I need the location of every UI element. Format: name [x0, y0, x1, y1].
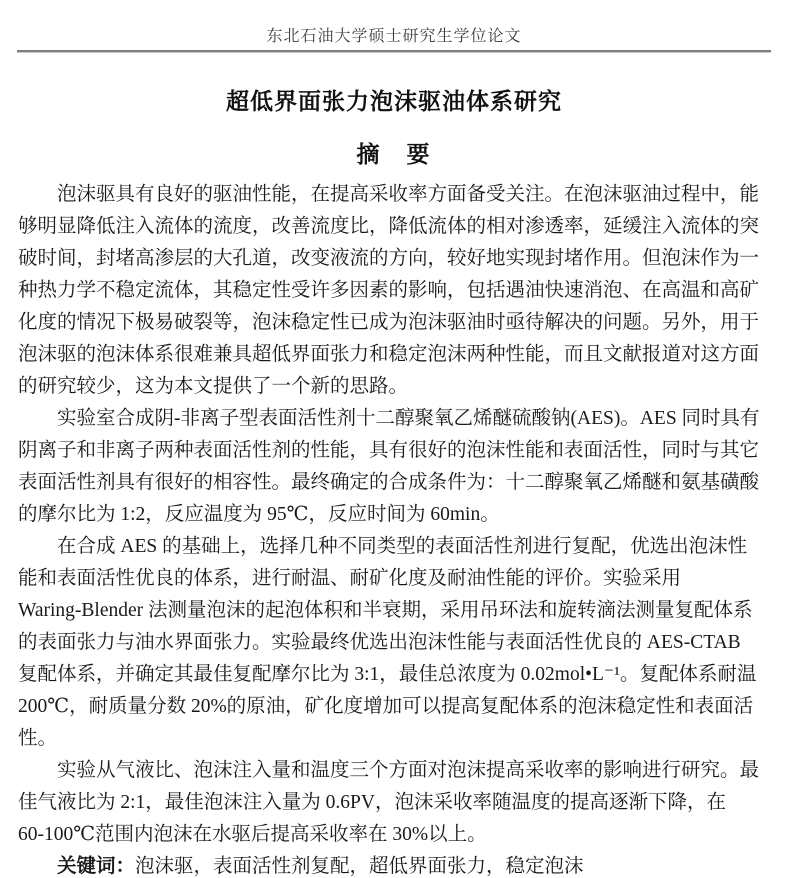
abstract-body [18, 179, 781, 878]
keywords-text: 泡沫驱，表面活性剂复配，超低界面张力，稳定泡沫 [135, 856, 584, 877]
text-line: 实验室合成阴-非离子型表面活性剂十二醇聚氧乙烯醚硫酸钠(AES)。AES 同时具有 [57, 408, 760, 429]
text-line: 的表面张力与油水界面张力。实验最终优选出泡沫性能与表面活性优良的 AES-CTAB [18, 632, 741, 653]
text-line: 60-100℃范围内泡沫在水驱后提高采收率在 30%以上。 [18, 824, 487, 845]
text-line: Waring-Blender 法测量泡沫的起泡体积和半衰期，采用吊环法和旋转滴法测量复配体系 [18, 600, 753, 621]
text-line: 阴离子和非离子两种表面活性剂的性能，具有很好的泡沫性能和表面活性，同时与其它 [18, 440, 760, 461]
abstract-paragraphs [18, 179, 781, 851]
text-line: 复配体系，并确定其最佳复配摩尔比为 3:1，最佳总浓度为 0.02mol•L⁻¹。复配体系耐温 [18, 664, 757, 685]
text-line: 200℃，耐质量分数 20%的原油，矿化度增加可以提高复配体系的泡沫稳定性和表面活 [18, 696, 754, 717]
text-line: 种热力学不稳定流体，其稳定性受许多因素的影响，包括遇油快速消泡、在高温和高矿 [18, 280, 760, 301]
paragraph [18, 755, 781, 851]
running-header: 东北石油大学硕士研究生学位论文 [266, 28, 522, 45]
text-line: 佳气液比为 2:1，最佳泡沫注入量为 0.6PV，泡沫采收率随温度的提高逐渐下降，在 [18, 792, 726, 813]
text-line: 够明显降低注入流体的流度，改善流度比，降低流体的相对渗透率，延缓注入流体的突 [18, 216, 760, 237]
text-line: 表面活性剂具有很好的相容性。最终确定的合成条件为：十二醇聚氧乙烯醚和氨基磺酸 [18, 472, 760, 493]
text-line: 破时间，封堵高渗层的大孔道，改变液流的方向，较好地实现封堵作用。但泡沫作为一 [18, 248, 760, 269]
text-line: 实验从气液比、泡沫注入量和温度三个方面对泡沫提高采收率的影响进行研究。最 [57, 760, 760, 781]
text-line: 化度的情况下极易破裂等，泡沫稳定性已成为泡沫驱油时亟待解决的问题。另外，用于 [18, 312, 760, 333]
keywords-label: 关键词： [57, 856, 136, 877]
text-line: 性。 [18, 728, 58, 749]
paragraph [18, 179, 781, 403]
text-line: 能和表面活性优良的体系，进行耐温、耐矿化度及耐油性能的评价。实验采用 [18, 568, 682, 589]
thesis-title: 超低界面张力泡沫驱油体系研究 [226, 88, 562, 114]
header-divider [17, 50, 771, 53]
paragraph [18, 403, 781, 531]
text-line: 泡沫驱的泡沫体系很难兼具超低界面张力和稳定泡沫两种性能，而且文献报道对这方面 [18, 344, 760, 365]
text-line: 泡沫驱具有良好的驱油性能，在提高采收率方面备受关注。在泡沫驱油过程中，能 [57, 184, 760, 205]
keywords-line [18, 851, 781, 878]
text-line: 的摩尔比为 1:2，反应温度为 95℃，反应时间为 60min。 [18, 504, 500, 525]
abstract-heading: 摘 要 [356, 141, 432, 167]
paragraph [18, 531, 781, 755]
text-line: 的研究较少，这为本文提供了一个新的思路。 [18, 376, 409, 397]
text-line: 在合成 AES 的基础上，选择几种不同类型的表面活性剂进行复配，优选出泡沫性 [57, 536, 748, 557]
